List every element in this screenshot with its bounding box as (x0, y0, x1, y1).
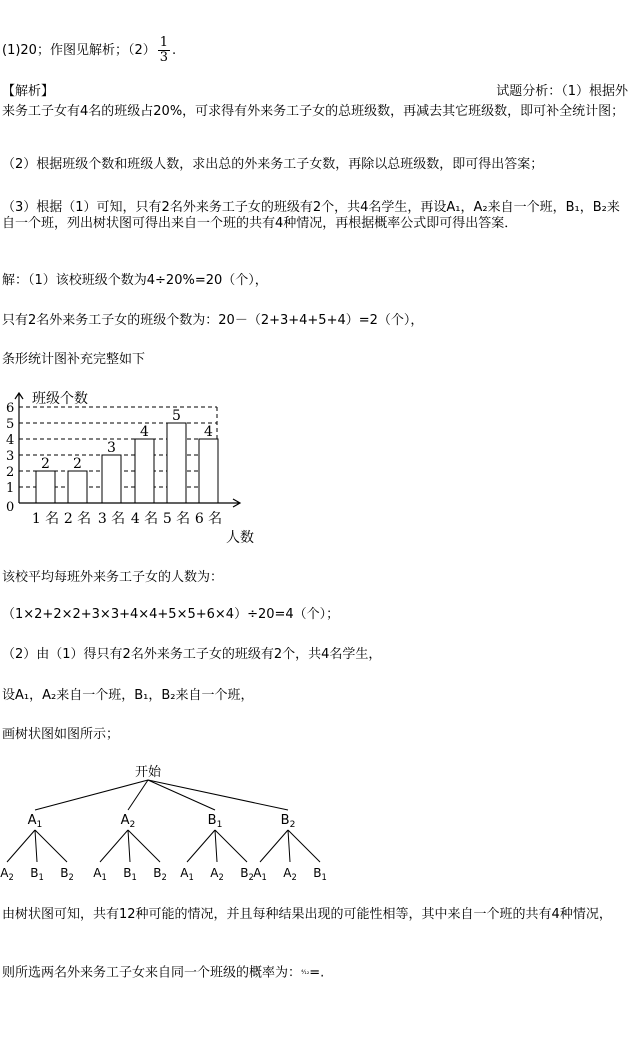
bar-value-label: 3 (107, 440, 116, 456)
tree-node: $B_2$ (153, 866, 167, 882)
solution-line4: 该校平均每班外来务工子女的人数为： (2, 570, 224, 585)
tree-branch (148, 780, 288, 810)
probability-fraction: ⁴⁄₁₂ (301, 969, 310, 976)
tree-branch (215, 830, 247, 862)
tree-branch (215, 830, 217, 862)
tree-branch (35, 830, 37, 862)
bar (135, 439, 154, 503)
solution-line2: 只有2名外来务工子女的班级个数为：20－（2+3+4+5+4）=2（个）， (2, 313, 424, 328)
tree-node: $B_1$ (30, 866, 44, 882)
tree-branch (288, 830, 320, 862)
tree-node: $B_1$ (123, 866, 137, 882)
solution-line3: 条形统计图补充完整如下 (2, 352, 146, 367)
tree-root: 开始 (134, 765, 162, 780)
solution-line8: 画树状图如图所示； (2, 727, 120, 742)
tree-node: $B_2$ (60, 866, 74, 882)
solution-line5: （1×2+2×2+3×3+4×4+5×5+6×4）÷20=4（个）； (2, 607, 340, 622)
tree-branch (187, 830, 215, 862)
bar-value-label: 2 (41, 456, 50, 472)
analysis-intro: 试题分析：（1）根据外 (496, 84, 628, 99)
bar-value-label: 4 (140, 424, 149, 440)
fraction-numerator: 1 (159, 35, 169, 50)
solution-line7: 设A₁，A₂来自一个班，B₁，B₂来自一个班， (2, 688, 254, 703)
y-tick-label: 5 (6, 417, 15, 432)
bar (102, 455, 121, 503)
tree-branch (128, 830, 130, 862)
x-tick-label: 4 名 (130, 511, 159, 527)
x-tick-label: 2 名 (63, 511, 92, 527)
fraction-denominator: 3 (159, 50, 169, 65)
x-tick-label: 6 名 (194, 511, 223, 527)
solution-line1: 解：（1）该校班级个数为4÷20%=20（个）， (2, 273, 268, 288)
tree-node: $A_2$ (283, 866, 297, 882)
tree-node: $A_1$ (253, 866, 267, 882)
tree-diagram (0, 762, 330, 887)
bar (167, 423, 186, 503)
answer-fraction (158, 36, 170, 65)
analysis-heading: 【解析】 (2, 84, 55, 99)
answer-end: . (172, 43, 177, 58)
tree-node: $A_2$ (210, 866, 224, 882)
x-tick-label: 5 名 (162, 511, 191, 527)
bar (36, 471, 55, 503)
tree-node: $A_2$ (120, 813, 136, 830)
bar (68, 471, 87, 503)
analysis-para2: （2）根据班级个数和班级人数，求出总的外来务工子女数，再除以总班级数，即可得出答案； (2, 157, 544, 172)
tree-node: $B_2$ (280, 813, 296, 830)
solution-line10-text: 则所选两名外来务工子女来自同一个班级的概率为： (2, 965, 302, 981)
chart-ylabel: 班级个数 (32, 391, 88, 407)
solution-line6: （2）由（1）得只有2名外来务工子女的班级有2个，共4名学生， (2, 647, 382, 662)
tree-branch (35, 830, 67, 862)
bar (199, 439, 218, 503)
solution-line9: 由树状图可知，共有12种可能的情况，并且每种结果出现的可能性相等，其中来自一个班的共有4种情况， (2, 907, 612, 922)
bar-chart (0, 385, 270, 550)
chart-xlabel: 人数 (226, 530, 254, 546)
x-tick-label: 3 名 (97, 511, 126, 527)
y-tick-label: 1 (6, 481, 15, 496)
analysis-para3: （3）根据（1）可知，只有2名外来务工子女的班级有2个，共4名学生，再设A₁，A₂来自一个班，B₁，B₂来自一个班，列出树状图可得出来自一个班的共有4种情况，再根据概率公式即可得出答案． (2, 200, 620, 231)
answer-line (2, 36, 176, 65)
tree-branch (260, 830, 288, 862)
bar-value-label: 2 (73, 456, 82, 472)
answer-text: (1)20；作图见解析；（2） (2, 43, 156, 58)
tree-node: $A_1$ (27, 813, 43, 830)
tree-branch (128, 830, 160, 862)
y-tick-label: 2 (6, 465, 15, 480)
y-tick-label: 0 (6, 500, 15, 515)
y-tick-label: 3 (6, 449, 15, 464)
tree-branch (100, 830, 128, 862)
tree-node: $B_1$ (207, 813, 223, 830)
tree-node: $A_1$ (180, 866, 194, 882)
solution-line10 (2, 965, 324, 982)
tree-node: $B_1$ (313, 866, 327, 882)
bar-value-label: 5 (172, 408, 181, 424)
y-tick-label: 6 (6, 401, 15, 416)
tree-node: $B_2$ (240, 866, 254, 882)
analysis-para1: 来务工子女有4名的班级占20%，可求得有外来务工子女的总班级数，再减去其它班级数，即可补全统计图； (2, 104, 625, 119)
y-tick-label: 4 (6, 433, 15, 448)
solution-line10-end: =. (309, 965, 325, 981)
tree-node: $A_1$ (93, 866, 107, 882)
tree-branch (7, 830, 35, 862)
tree-branch (148, 780, 215, 810)
x-tick-label: 1 名 (31, 511, 60, 527)
tree-node: $A_2$ (0, 866, 14, 882)
tree-branch (288, 830, 290, 862)
bar-value-label: 4 (204, 424, 213, 440)
